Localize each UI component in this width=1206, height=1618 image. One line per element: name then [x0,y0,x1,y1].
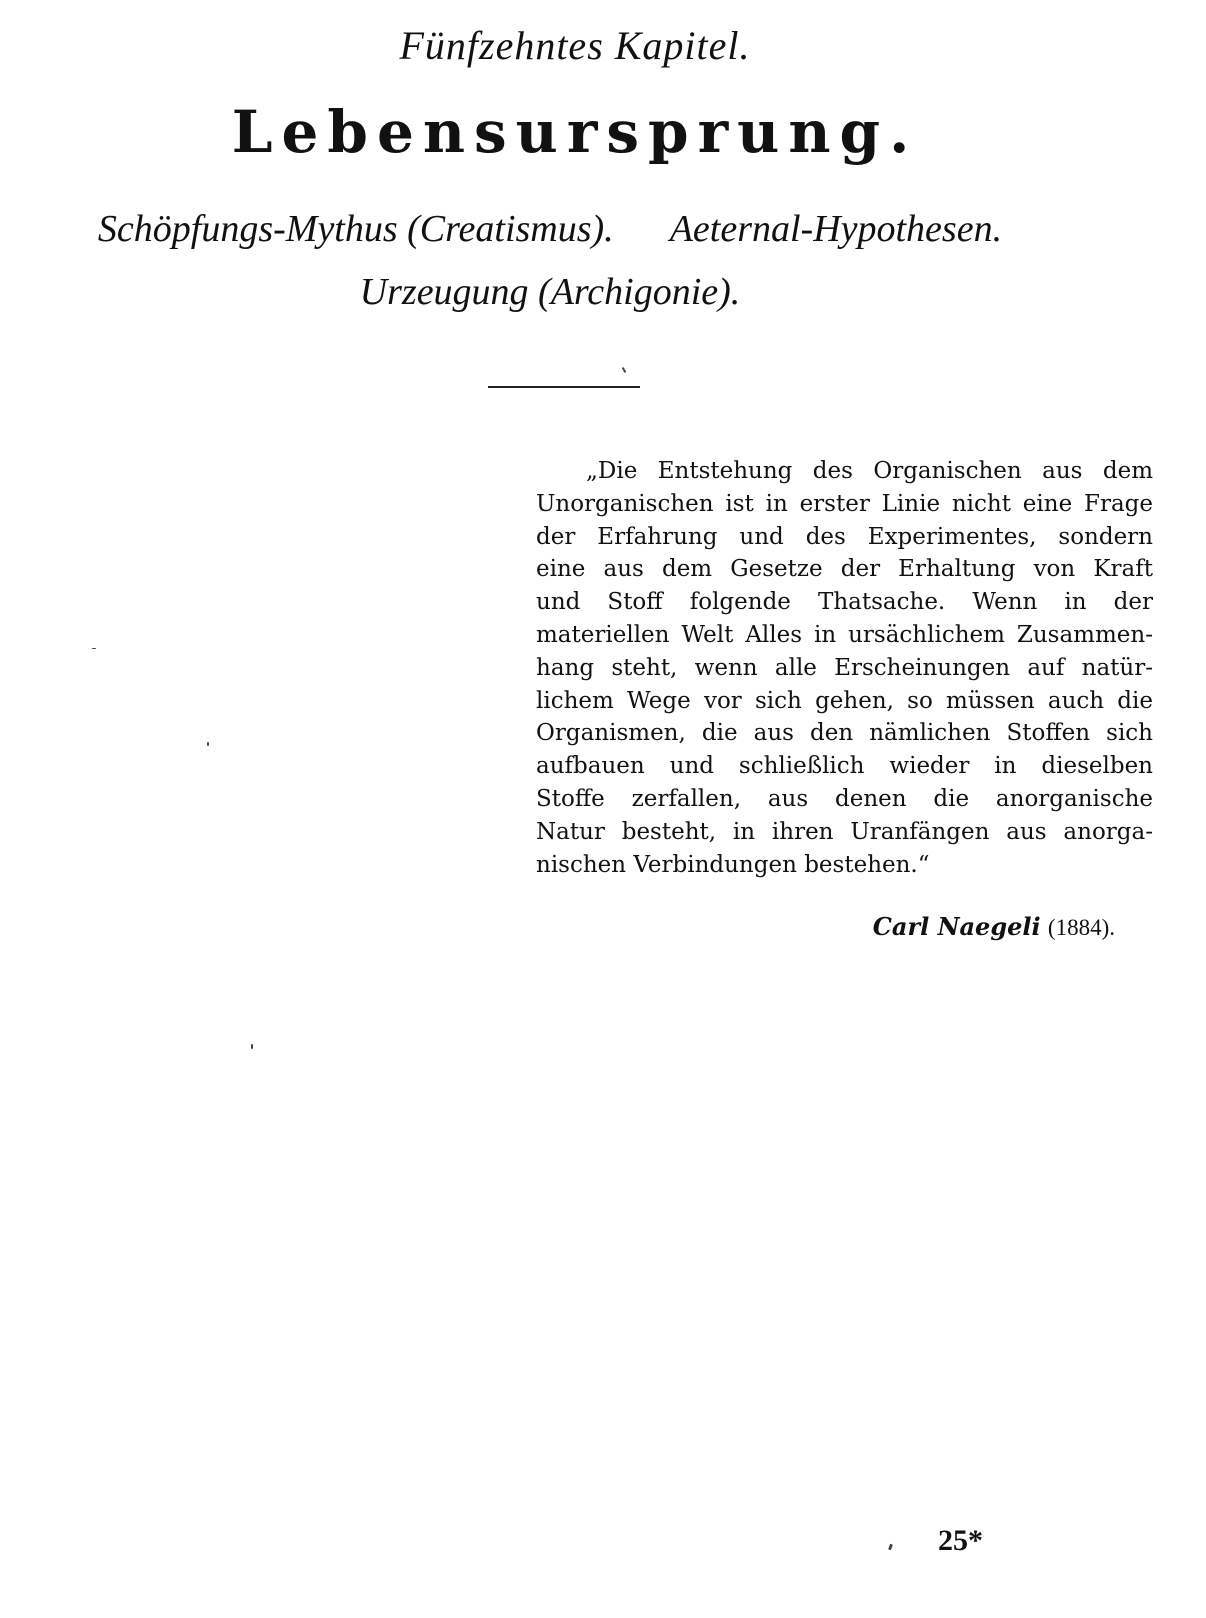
author-year: (1884). [1047,915,1115,940]
chapter-heading: Fünfzehntes Kapitel. [399,23,751,68]
subtitle-creatismus: Schöpfungs-Mythus (Creatismus). [97,208,614,250]
scan-speck [207,742,209,746]
author-name: Carl Naegeli [872,912,1041,941]
subtitle-line-2: Urzeugung (Archigonie). [359,271,741,313]
quote-line: aufbauen und schließlich wieder in dieselben [536,753,1153,780]
quote-attribution [700,912,1115,941]
quote-line: Stoffe zerfallen, aus denen die anorganische [536,785,1153,812]
quote-line: eine aus dem Gesetze der Erhaltung von Kraft [536,556,1153,583]
chapter-title: Lebensursprung. [231,98,919,166]
scan-speck [622,367,627,373]
quote-line: materiellen Welt Alles in ursächlichem Zusammen- [536,621,1153,648]
quote-line: nischen Verbindungen bestehen.“ [536,851,930,878]
subtitle-aeternal: Aeternal-Hypothesen. [669,208,1003,250]
quote-line: hang steht, wenn alle Erscheinungen auf natür- [536,654,1153,681]
scan-speck [92,648,96,649]
quote-line: „Die Entstehung des Organischen aus dem [586,458,1153,484]
quote-line: der Erfahrung und des Experimentes, sondern [536,523,1153,550]
quote-line: Natur besteht, in ihren Uranfängen aus anorga- [536,818,1153,845]
scan-speck [888,1544,893,1551]
section-divider [488,386,640,388]
scan-speck [251,1044,253,1049]
quote-line: lichem Wege vor sich gehen, so müssen auch die [536,687,1153,714]
quote-line: und Stoff folgende Thatsache. Wenn in der [536,589,1153,616]
quote-line: Organismen, die aus den nämlichen Stoffen sich [536,720,1153,747]
quote-line: Unorganischen ist in erster Linie nicht eine Frage [536,490,1153,517]
epigraph-quote [536,455,1153,881]
subtitle-line-1 [0,207,1100,251]
page-number: 25* [938,1524,983,1557]
